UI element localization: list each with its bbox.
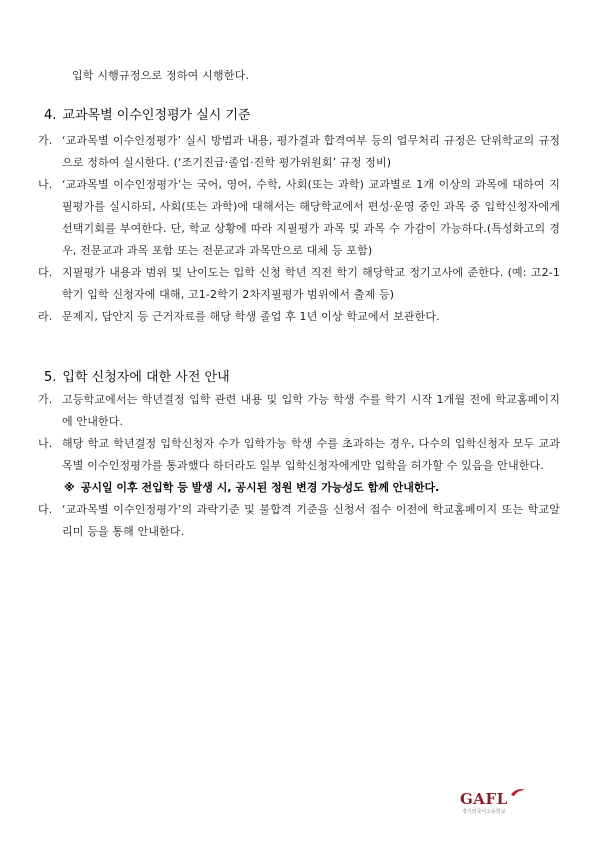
list-item [38, 433, 560, 477]
section-5-title [44, 368, 544, 388]
section-5-number: 5. [44, 370, 57, 385]
item-marker: 다. [38, 266, 53, 279]
section-5-heading: 입학 신청자에 대한 사전 안내 [62, 370, 230, 385]
item-marker: 라. [38, 310, 53, 323]
section-5-list [38, 389, 560, 543]
item-marker: 가. [38, 134, 53, 147]
section-4-title [44, 106, 544, 126]
note-text: 공시일 이후 전입학 등 발생 시, 공시된 정원 변경 가능성도 함께 안내한다. [80, 481, 440, 494]
item-text: 해당 학교 학년결정 입학신청자 수가 입학가능 학생 수를 초과하는 경우, 다수의 입학신청자 모두 교과목별 이수인정평가를 통과했다 하더라도 일부 입학신청자에게만 입학을 허가할 수 있음을 안내한다. [62, 437, 560, 472]
list-item [38, 389, 560, 433]
list-item [38, 262, 560, 306]
item-text: ‘교과목별 이수인정평가’는 국어, 영어, 수학, 사회(또는 과학) 교과별로 1개 이상의 과목에 대하여 지필평가를 실시하되, 사회(또는 과학)에 대해서는 해당학교에서 편성·운영 중인 과목 중 입학신청자에게 선택기회를 부여한다. 단, 학교 상황에 따라 지필평가 과목 및 과목 수 가감이 가능하다.(특성화고의 경우, 전문교과 과목 포함 또는 전문교과 과목만으로 대체 등 포함) [62, 178, 560, 257]
item-marker: 나. [38, 437, 53, 450]
item-text: 문제지, 답안지 등 근거자료를 해당 학생 졸업 후 1년 이상 학교에서 보관한다. [62, 310, 440, 323]
item-marker: 가. [38, 393, 53, 406]
logo-wordmark: GAFL [460, 790, 508, 808]
item-text: ‘교과목별 이수인정평가’의 과락기준 및 불합격 기준을 신청서 접수 이전에 학교홈페이지 또는 학교알리미 등을 통해 안내한다. [62, 503, 560, 538]
school-logo [460, 788, 530, 818]
list-item [38, 130, 560, 174]
item-text: 지필평가 내용과 범위 및 난이도는 입학 신청 학년 직전 학기 해당학교 정기고사에 준한다. (예: 고2-1학기 입학 신청자에 대해, 고1-2학기 2차지필평가 범위에서 출제 등) [62, 266, 560, 301]
list-item [38, 306, 560, 328]
logo-subtitle: 경기외국어고등학교 [462, 809, 506, 815]
section-4-number: 4. [44, 108, 57, 123]
item-marker: 나. [38, 178, 53, 191]
list-item [38, 174, 560, 262]
item-marker: 다. [38, 503, 53, 516]
item-text: 고등학교에서는 학년결정 입학 관련 내용 및 입학 가능 학생 수를 학기 시작 1개월 전에 학교홈페이지에 안내한다. [62, 393, 560, 428]
list-item [38, 499, 560, 543]
item-text: ‘교과목별 이수인정평가’ 실시 방법과 내용, 평가결과 합격여부 등의 업무처리 규정은 단위학교의 규정으로 정하여 실시한다. (‘조기진급·졸업·진학 평가위원회’ 규정 정비) [62, 134, 560, 169]
logo-swoosh-icon [510, 788, 526, 798]
notice-note [38, 477, 560, 499]
note-symbol: ※ [64, 481, 75, 494]
section-4-list [38, 130, 560, 328]
intro-paragraph: 입학 시행규정으로 정하여 시행한다. [72, 69, 250, 82]
section-4-heading: 교과목별 이수인정평가 실시 기준 [62, 108, 251, 123]
